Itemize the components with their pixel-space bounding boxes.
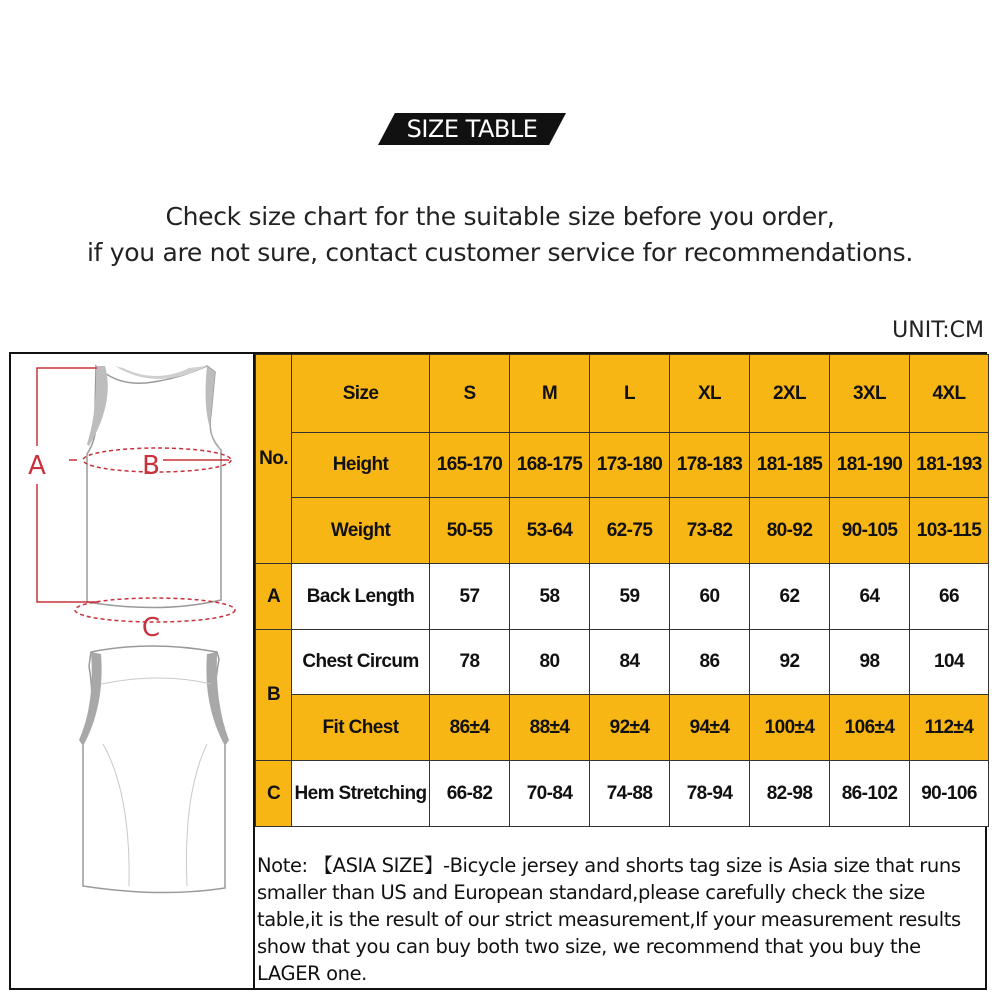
size-header-cell: L (590, 355, 670, 433)
size-note: Note: 【ASIA SIZE】-Bicycle jersey and shorts tag size is Asia size that runs smaller than US and European standard,please carefully check the size table,it is the result of our strict measurement,If your measurement results show that you can buy both two size, we recommend that you buy the LAGER one. (257, 854, 961, 985)
row-label-height: Height (292, 433, 430, 498)
table-cell: 64 (830, 564, 910, 630)
table-cell: 58 (510, 564, 590, 630)
table-cell: 112±4 (910, 695, 989, 761)
table-cell: 78 (430, 630, 510, 695)
row-code-a: A (256, 564, 292, 630)
table-cell: 178-183 (670, 433, 750, 498)
table-cell: 78-94 (670, 761, 750, 827)
table-cell: 92 (750, 630, 830, 695)
table-cell: 53-64 (510, 498, 590, 564)
table-cell: 181-185 (750, 433, 830, 498)
table-cell: 73-82 (670, 498, 750, 564)
table-cell: 100±4 (750, 695, 830, 761)
table-cell: 86-102 (830, 761, 910, 827)
measure-label-a: A (28, 451, 46, 481)
table-row-hem-stretching (256, 761, 989, 827)
table-cell: 90-105 (830, 498, 910, 564)
table-cell: 66 (910, 564, 989, 630)
size-header-cell: 3XL (830, 355, 910, 433)
size-header-row (256, 355, 989, 433)
table-cell: 50-55 (430, 498, 510, 564)
row-label-weight: Weight (292, 498, 430, 564)
vest-back-illustration (79, 646, 229, 893)
table-cell: 86 (670, 630, 750, 695)
size-header-cell: M (510, 355, 590, 433)
size-table-title: SIZE TABLE (406, 115, 538, 143)
size-header-cell: XL (670, 355, 750, 433)
no-label-cell: No. (256, 355, 292, 564)
size-header-cell: 2XL (750, 355, 830, 433)
measure-label-c: C (141, 613, 161, 643)
row-label-hem-stretching: Hem Stretching (292, 761, 430, 827)
table-cell: 74-88 (590, 761, 670, 827)
table-cell: 90-106 (910, 761, 989, 827)
table-cell: 103-115 (910, 498, 989, 564)
table-cell: 57 (430, 564, 510, 630)
row-label-fit-chest: Fit Chest (292, 695, 430, 761)
table-cell: 173-180 (590, 433, 670, 498)
table-cell: 98 (830, 630, 910, 695)
table-row-chest-circum (256, 630, 989, 695)
table-cell: 62 (750, 564, 830, 630)
measure-label-b: B (142, 451, 160, 481)
table-cell: 84 (590, 630, 670, 695)
table-cell: 92±4 (590, 695, 670, 761)
jersey-measurement-figure (11, 354, 253, 988)
unit-label: UNIT:CM (892, 318, 984, 343)
table-cell: 70-84 (510, 761, 590, 827)
vest-front-illustration (87, 366, 221, 608)
table-cell: 62-75 (590, 498, 670, 564)
intro-line-1: Check size chart for the suitable size before you order, (165, 202, 835, 231)
size-label-cell: Size (292, 355, 430, 433)
table-cell: 181-190 (830, 433, 910, 498)
table-cell: 66-82 (430, 761, 510, 827)
table-row-fit-chest (256, 695, 989, 761)
table-cell: 88±4 (510, 695, 590, 761)
row-code-b: B (256, 630, 292, 761)
size-table (255, 354, 989, 827)
table-row-height (256, 433, 989, 498)
intro-line-2: if you are not sure, contact customer service for recommendations. (86, 238, 914, 267)
table-row-weight (256, 498, 989, 564)
table-cell: 80 (510, 630, 590, 695)
row-code-c: C (256, 761, 292, 827)
table-cell: 80-92 (750, 498, 830, 564)
table-cell: 82-98 (750, 761, 830, 827)
row-label-back-length: Back Length (292, 564, 430, 630)
table-cell: 60 (670, 564, 750, 630)
row-label-chest-circum: Chest Circum (292, 630, 430, 695)
table-cell: 94±4 (670, 695, 750, 761)
table-cell: 104 (910, 630, 989, 695)
table-row-back-length (256, 564, 989, 630)
table-cell: 106±4 (830, 695, 910, 761)
table-cell: 168-175 (510, 433, 590, 498)
table-cell: 59 (590, 564, 670, 630)
table-cell: 86±4 (430, 695, 510, 761)
size-header-cell: S (430, 355, 510, 433)
size-header-cell: 4XL (910, 355, 989, 433)
table-cell: 165-170 (430, 433, 510, 498)
table-cell: 181-193 (910, 433, 989, 498)
